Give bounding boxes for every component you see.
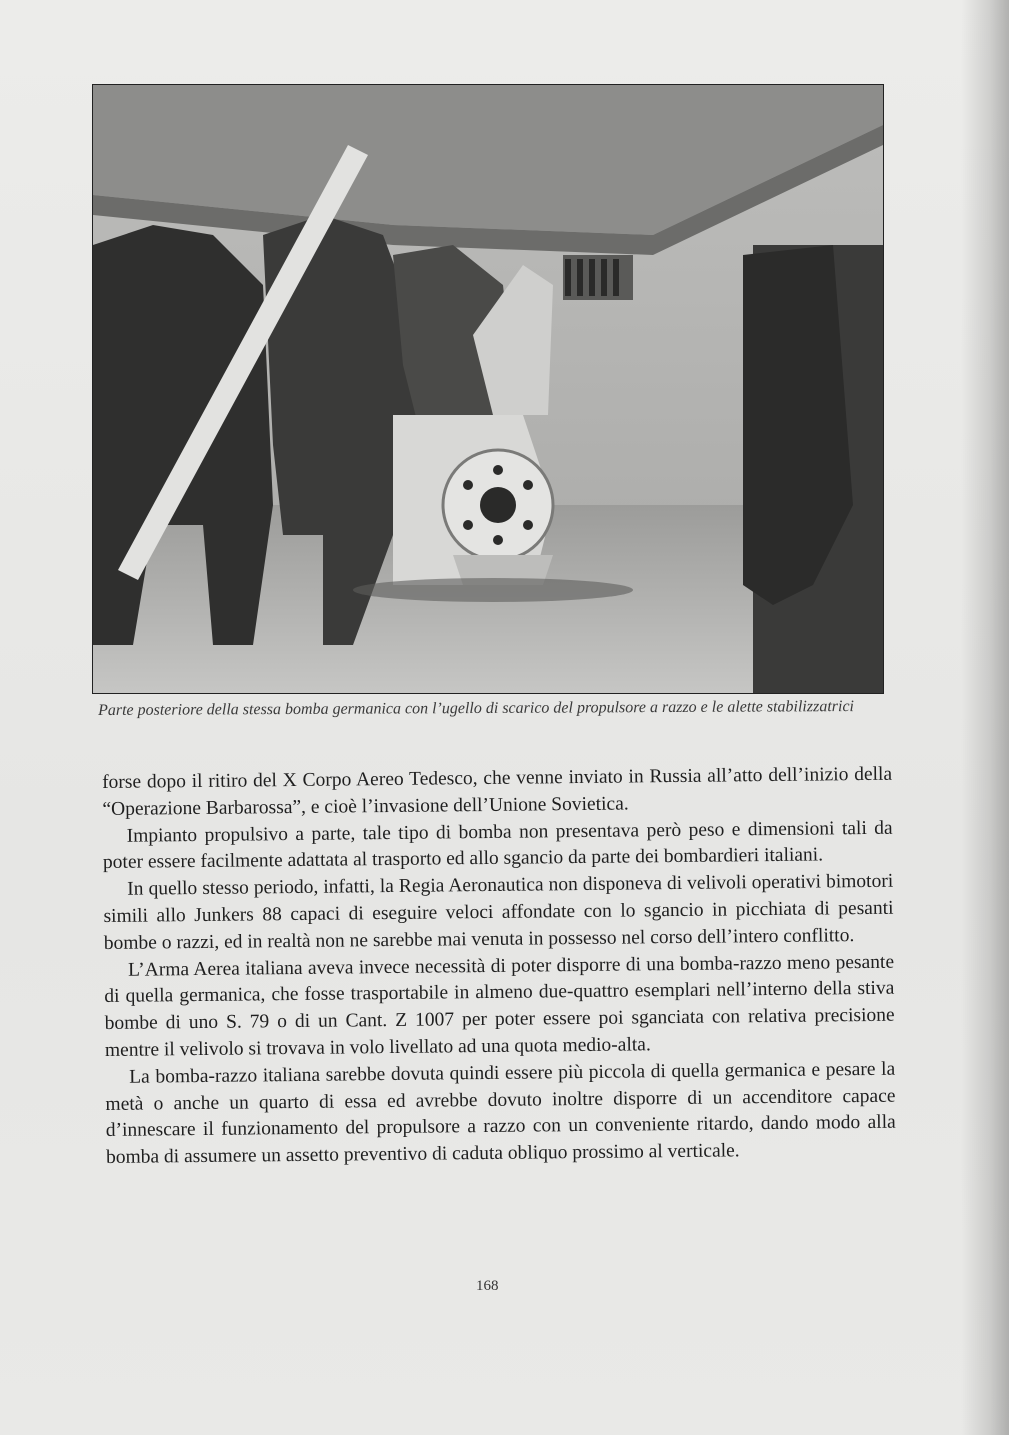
photo-bomb-tail-icon: [93, 85, 883, 693]
photo-caption: Parte posteriore della stessa bomba germanica con l’ugello di scarico del propulsore a razzo e le alette stabilizzatrici: [98, 698, 855, 719]
page-spine-shadow: [961, 0, 1009, 1435]
paragraph: In quello stesso periodo, infatti, la Regia Aeronautica non disponeva di velivoli operativi bimotori simili allo Junkers 88 capaci di eseguire veloci affondate con lo sgancio in picchiata di pesanti bombe o razzi, ed in realtà non ne sarebbe mai venuta in possesso nel corso dell’intero conflitto.: [103, 870, 894, 954]
paragraph: L’Arma Aerea italiana aveva invece necessità di poter disporre di una bomba-razzo meno pesante di quella germanica, che fosse trasportabile in almeno due-quattro esemplari nell’interno della stiva bombe di uno S. 79 o di un Cant. Z 1007 per poter essere poi sganciata con relativa precisione mentre il velivolo si trovava in volo livellato ad una quota medio-alta.: [104, 951, 895, 1061]
paragraph: Impianto propulsivo a parte, tale tipo di bomba non presentava però peso e dimensioni tali da poter essere facilmente adattata al trasporto ed allo sgancio da parte dei bombardieri italiani.: [102, 817, 893, 874]
paragraph: La bomba-razzo italiana sarebbe dovuta quindi essere più piccola di quella germanica e pesare la metà o anche un quarto di essa ed avrebbe dovuto inoltre disporre di un accenditore capace d’innescare il funzionamento del propulsore a razzo con un conveniente ritardo, dando modo alla bomba di assumere un assetto preventivo di caduta obliquo prossimo al verticale.: [105, 1058, 896, 1169]
paragraph: forse dopo il ritiro del X Corpo Aereo Tedesco, che venne inviato in Russia all’atto dell’inizio della “Operazione Barbarossa”, e cioè l’invasione dell’Unione Sovietica.: [102, 763, 893, 820]
page-number: 168: [476, 1278, 499, 1294]
photograph: [92, 84, 884, 694]
body-text: [102, 762, 896, 1172]
